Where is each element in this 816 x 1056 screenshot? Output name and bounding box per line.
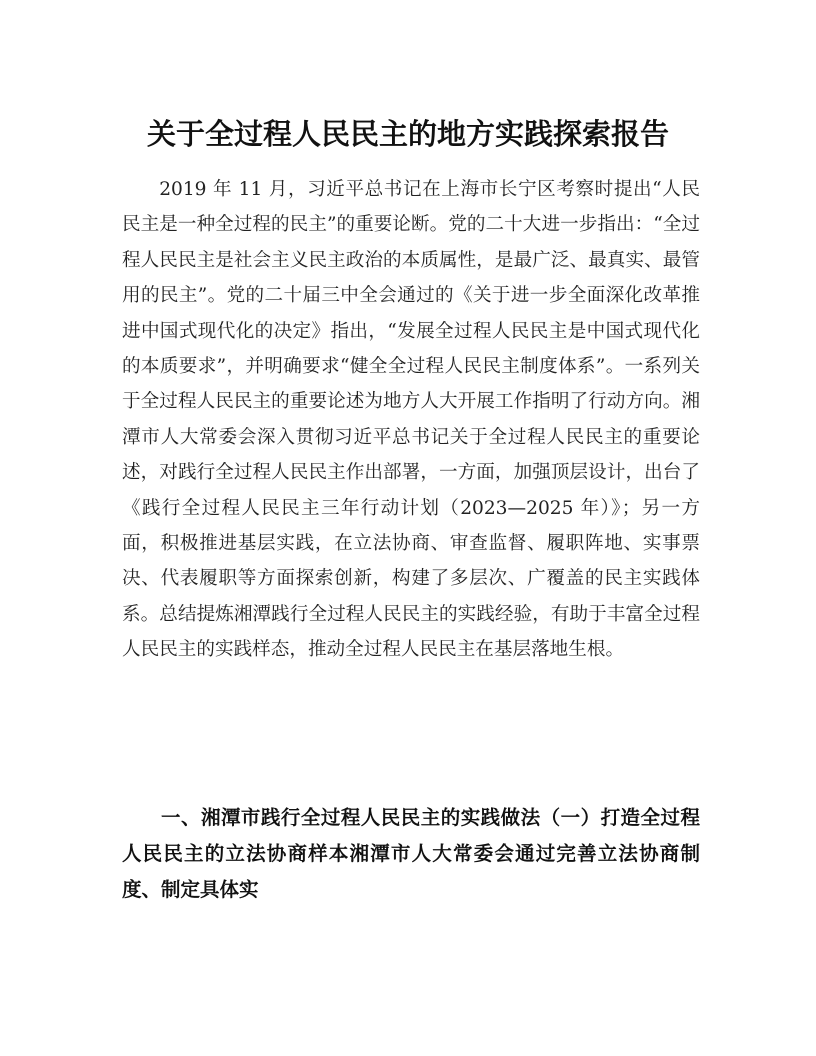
intro-paragraph: 2019 年 11 月，习近平总书记在上海市长宁区考察时提出“人民民主是一种全过程的民主”的重要论断。党的二十大进一步指出：“全过程人民民主是社会主义民主政治的本质属性，是最广泛、最真实、最管用的民主”。党的二十届三中全会通过的《关于进一步全面深化改革推进中国式现代化的决定》指出，“发展全过程人民民主是中国式现代化的本质要求”，并明确要求“健全全过程人民民主制度体系”。一系列关于全过程人民民主的重要论述为地方人大开展工作指明了行动方向。湘潭市人大常委会深入贯彻习近平总书记关于全过程人民民主的重要论述，对践行全过程人民民主作出部署，一方面，加强顶层设计，出台了《践行全过程人民民主三年行动计划（2023—2025 年）》；另一方面，积极推进基层实践，在立法协商、审查监督、履职阵地、实事票决、代表履职等方面探索创新，构建了多层次、广覆盖的民主实践体系。总结提炼湘潭践行全过程人民民主的实践经验，有助于丰富全过程人民民主的实践样态，推动全过程人民民主在基层落地生根。 — [122, 179, 700, 661]
document-title: 关于全过程人民民主的地方实践探索报告 — [146, 117, 669, 151]
section-heading: 一、湘潭市践行全过程人民民主的实践做法（一）打造全过程人民民主的立法协商样本湘潭市人大常委会通过完善立法协商制度、制定具体实 — [122, 806, 700, 901]
